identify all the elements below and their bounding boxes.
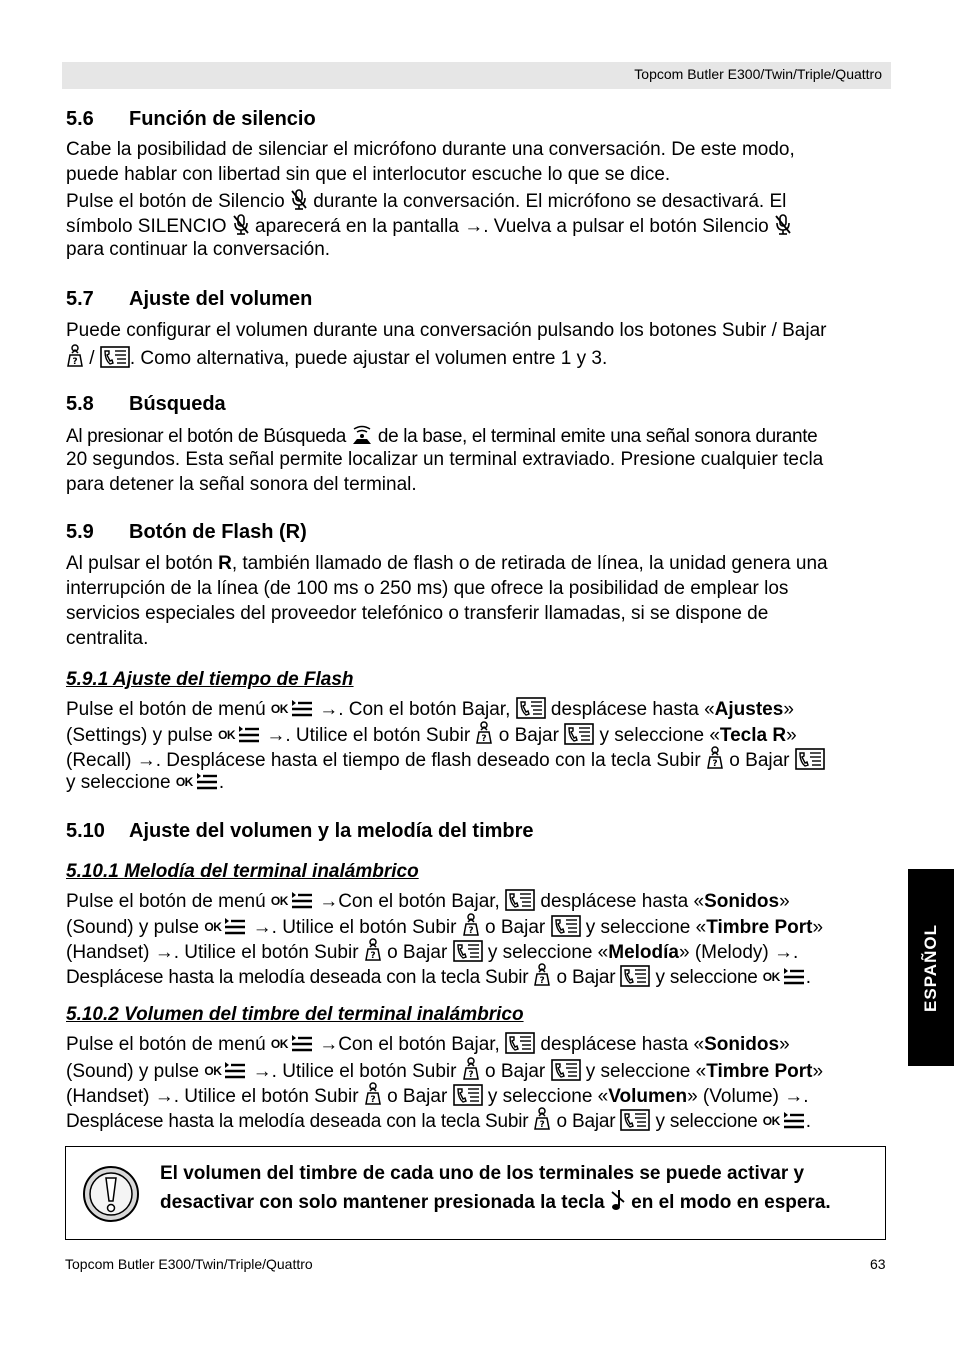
- text: y seleccione «: [482, 942, 609, 963]
- text: →. Con el botón Bajar,: [313, 699, 516, 720]
- up-key-icon: [364, 938, 382, 962]
- ok-label: OK: [270, 702, 288, 716]
- down-key-icon: [620, 1109, 650, 1131]
- exclamation-icon: [82, 1165, 140, 1223]
- text: y seleccione «: [594, 725, 720, 746]
- text-bold: Tecla R: [719, 725, 787, 746]
- text: de la base, el terminal emite una señal sonora durante: [372, 426, 818, 447]
- text-bold: R: [218, 553, 232, 574]
- up-key-icon: [462, 1057, 480, 1081]
- text: Al presionar el botón de Búsqueda: [66, 426, 351, 447]
- section-title: Botón de Flash (R): [129, 521, 307, 543]
- paragraph-line: [66, 963, 811, 989]
- language-tab-label: ESPAÑOL: [921, 923, 940, 1012]
- down-key-icon: [453, 1084, 483, 1106]
- text: centralita.: [66, 628, 149, 649]
- paragraph-line: [66, 553, 828, 575]
- text: .: [805, 967, 811, 988]
- paragraph-line: [66, 938, 798, 964]
- paragraph-line: [66, 771, 224, 794]
- up-key-icon: [364, 1082, 382, 1106]
- text: »: [783, 699, 794, 720]
- mute-icon: [774, 214, 792, 236]
- paragraph-line: [66, 189, 786, 213]
- text: » (Volume) →.: [687, 1086, 809, 1107]
- paragraph-line: [66, 1107, 811, 1133]
- note-line: [160, 1188, 831, 1214]
- menu-key-icon: [237, 725, 261, 745]
- note-line: El volumen del timbre de cada uno de los terminales se puede activar y: [160, 1163, 805, 1184]
- text: puede hablar con libertad sin que el interlocutor escuche lo que se dice.: [66, 164, 671, 185]
- up-key-icon: [475, 721, 493, 745]
- up-key-icon: [66, 344, 84, 368]
- paragraph-line: [66, 449, 823, 471]
- section-number: 5.9: [66, 521, 94, 543]
- header-title: Topcom Butler E300/Twin/Triple/Quattro: [634, 66, 882, 82]
- section-title: Ajuste del volumen y la melodía del timbre: [129, 820, 534, 842]
- down-key-icon: [453, 940, 483, 962]
- text-bold: Ajustes: [714, 699, 784, 720]
- paragraph-line: [66, 746, 825, 772]
- ok-label: OK: [204, 1064, 222, 1078]
- text: servicios especiales del proveedor telefónico o transferir llamadas, si se dispone de: [66, 603, 769, 624]
- paragraph-line: [66, 474, 417, 496]
- paragraph-line: [66, 889, 790, 913]
- text: Desplácese hasta la melodía deseada con la tecla Subir: [66, 967, 534, 988]
- text: o Bajar: [551, 1111, 621, 1132]
- up-key-icon: [533, 1107, 551, 1131]
- ok-label: OK: [762, 1114, 780, 1128]
- text: » (Melody) →.: [678, 942, 799, 963]
- down-key-icon: [564, 723, 594, 745]
- section-number: 5.10: [66, 820, 105, 842]
- text-bold: Timbre Port: [706, 1061, 813, 1082]
- text: →Con el botón Bajar,: [313, 891, 506, 912]
- ringer-off-icon: [610, 1188, 626, 1212]
- text: Cabe la posibilidad de silenciar el micrófono durante una conversación. De este modo,: [66, 139, 795, 160]
- text: desplácese hasta «: [535, 1034, 705, 1055]
- text: »: [812, 917, 824, 938]
- up-key-icon: [533, 963, 551, 987]
- text: .: [218, 772, 225, 793]
- paragraph-line: [66, 164, 670, 186]
- mute-icon: [290, 189, 308, 211]
- paragraph-line: [66, 1032, 790, 1056]
- ok-label: OK: [762, 970, 780, 984]
- text: y seleccione «: [580, 1061, 707, 1082]
- text: →Con el botón Bajar,: [313, 1034, 506, 1055]
- text-bold: Sonidos: [704, 891, 780, 912]
- text: desactivar con solo mantener presionada la tecla: [160, 1192, 610, 1213]
- text: »: [779, 891, 790, 912]
- section-title: Función de silencio: [129, 108, 316, 130]
- section-5-9-heading: [66, 521, 307, 544]
- up-key-icon: [462, 913, 480, 937]
- ok-label: OK: [270, 894, 288, 908]
- text: Al pulsar el botón: [66, 553, 219, 574]
- subsection-5-10-2-heading: 5.10.2 Volumen del timbre del terminal inalámbrico: [66, 1004, 524, 1025]
- paragraph-line: [66, 320, 826, 342]
- text: y seleccione «: [482, 1086, 609, 1107]
- section-number: 5.7: [66, 288, 94, 310]
- down-key-icon: [505, 1032, 535, 1054]
- paragraph-line: [66, 344, 607, 370]
- page-number: 63: [870, 1256, 886, 1272]
- down-key-icon: [516, 697, 546, 719]
- mute-icon: [232, 214, 250, 236]
- text: Puede configurar el volumen durante una conversación pulsando los botones Subir / Bajar: [66, 320, 827, 341]
- menu-key-icon: [290, 699, 314, 719]
- section-5-10-heading: [66, 820, 534, 843]
- text: Desplácese hasta la melodía deseada con la tecla Subir: [66, 1111, 534, 1132]
- text: →. Utilice el botón Subir: [247, 917, 462, 938]
- ok-label: OK: [270, 1037, 288, 1051]
- text: (Handset) →. Utilice el botón Subir: [66, 1086, 364, 1107]
- text: Pulse el botón de menú: [66, 1034, 271, 1055]
- text: (Sound) y pulse: [66, 917, 205, 938]
- section-5-7-heading: [66, 288, 312, 311]
- text: y seleccione «: [580, 917, 707, 938]
- menu-key-icon: [782, 1111, 806, 1131]
- paragraph-line: [66, 628, 148, 650]
- text: en el modo en espera.: [625, 1192, 831, 1213]
- text: »: [812, 1061, 824, 1082]
- note-box: [65, 1146, 886, 1240]
- text: →. Utilice el botón Subir: [247, 1061, 462, 1082]
- menu-key-icon: [290, 891, 314, 911]
- text: para detener la señal sonora del terminal.: [66, 474, 417, 495]
- text: (Recall) →. Desplácese hasta el tiempo de flash deseado con la tecla Subir: [66, 750, 707, 771]
- text-bold: Timbre Port: [706, 917, 813, 938]
- text: 20 segundos. Esta señal permite localizar un terminal extraviado. Presione cualquier tecla: [66, 449, 824, 470]
- paragraph-line: [66, 603, 768, 625]
- subsection-5-9-1-heading: 5.9.1 Ajuste del tiempo de Flash: [66, 669, 354, 690]
- text: durante la conversación. El micrófono se desactivará. El: [307, 191, 787, 212]
- paragraph-line: [66, 424, 817, 448]
- text: (Handset) →. Utilice el botón Subir: [66, 942, 364, 963]
- text-bold: Sonidos: [704, 1034, 780, 1055]
- page-key-icon: [351, 424, 373, 446]
- text: desplácese hasta «: [545, 699, 715, 720]
- text: aparecerá en la pantalla →. Vuelva a pulsar el botón Silencio: [249, 216, 775, 237]
- text: »: [786, 725, 797, 746]
- paragraph-line: [66, 239, 330, 261]
- up-key-icon: [706, 746, 724, 770]
- text: (Settings) y pulse: [66, 725, 219, 746]
- down-key-icon: [100, 346, 130, 368]
- paragraph-line: [66, 578, 788, 600]
- ok-label: OK: [218, 728, 236, 742]
- section-title: Ajuste del volumen: [129, 288, 313, 310]
- text: o Bajar: [381, 942, 453, 963]
- text: y seleccione: [66, 772, 176, 793]
- menu-key-icon: [782, 967, 806, 987]
- paragraph-line: [66, 214, 792, 238]
- text: o Bajar: [479, 917, 551, 938]
- page-header: [62, 62, 891, 89]
- ok-label: OK: [175, 775, 193, 789]
- down-key-icon: [551, 1059, 581, 1081]
- text: desplácese hasta «: [535, 891, 705, 912]
- text: →. Utilice el botón Subir: [261, 725, 476, 746]
- section-title: Búsqueda: [129, 393, 226, 415]
- text: Pulse el botón de menú: [66, 699, 271, 720]
- menu-key-icon: [290, 1034, 314, 1054]
- text: . Como alternativa, puede ajustar el volumen entre 1 y 3.: [129, 348, 608, 369]
- menu-key-icon: [223, 1061, 247, 1081]
- paragraph-line: [66, 721, 797, 747]
- text: o Bajar: [493, 725, 565, 746]
- down-key-icon: [795, 748, 825, 770]
- text-bold: Melodía: [608, 942, 679, 963]
- text: , también llamado de flash o de retirada de línea, la unidad genera una: [231, 553, 828, 574]
- text: .: [805, 1111, 811, 1132]
- text: Pulse el botón de menú: [66, 891, 271, 912]
- text: para continuar la conversación.: [66, 239, 331, 260]
- text: o Bajar: [381, 1086, 453, 1107]
- text: y seleccione: [650, 1111, 763, 1132]
- text: interrupción de la línea (de 100 ms o 250 ms) que ofrece la posibilidad de emplear los: [66, 578, 789, 599]
- menu-key-icon: [223, 917, 247, 937]
- paragraph-line: [66, 1082, 809, 1108]
- text: o Bajar: [479, 1061, 551, 1082]
- text: /: [84, 348, 100, 369]
- text: y seleccione: [650, 967, 763, 988]
- section-number: 5.8: [66, 393, 94, 415]
- subsection-5-10-1-heading: 5.10.1 Melodía del terminal inalámbrico: [66, 861, 419, 882]
- text: »: [779, 1034, 790, 1055]
- text: Pulse el botón de Silencio: [66, 191, 290, 212]
- down-key-icon: [551, 915, 581, 937]
- language-tab: [908, 869, 954, 1066]
- down-key-icon: [505, 889, 535, 911]
- paragraph-line: [66, 1057, 823, 1083]
- ok-label: OK: [204, 920, 222, 934]
- text: símbolo SILENCIO: [66, 216, 232, 237]
- section-number: 5.6: [66, 108, 94, 130]
- text: o Bajar: [724, 750, 795, 771]
- down-key-icon: [620, 965, 650, 987]
- text-bold: Volumen: [608, 1086, 688, 1107]
- text: (Sound) y pulse: [66, 1061, 205, 1082]
- section-5-6-heading: [66, 108, 316, 131]
- paragraph-line: [66, 913, 823, 939]
- footer-title: Topcom Butler E300/Twin/Triple/Quattro: [65, 1256, 313, 1272]
- paragraph-line: [66, 139, 795, 161]
- menu-key-icon: [195, 772, 219, 792]
- section-5-8-heading: [66, 393, 226, 416]
- text: o Bajar: [551, 967, 621, 988]
- paragraph-line: [66, 697, 794, 721]
